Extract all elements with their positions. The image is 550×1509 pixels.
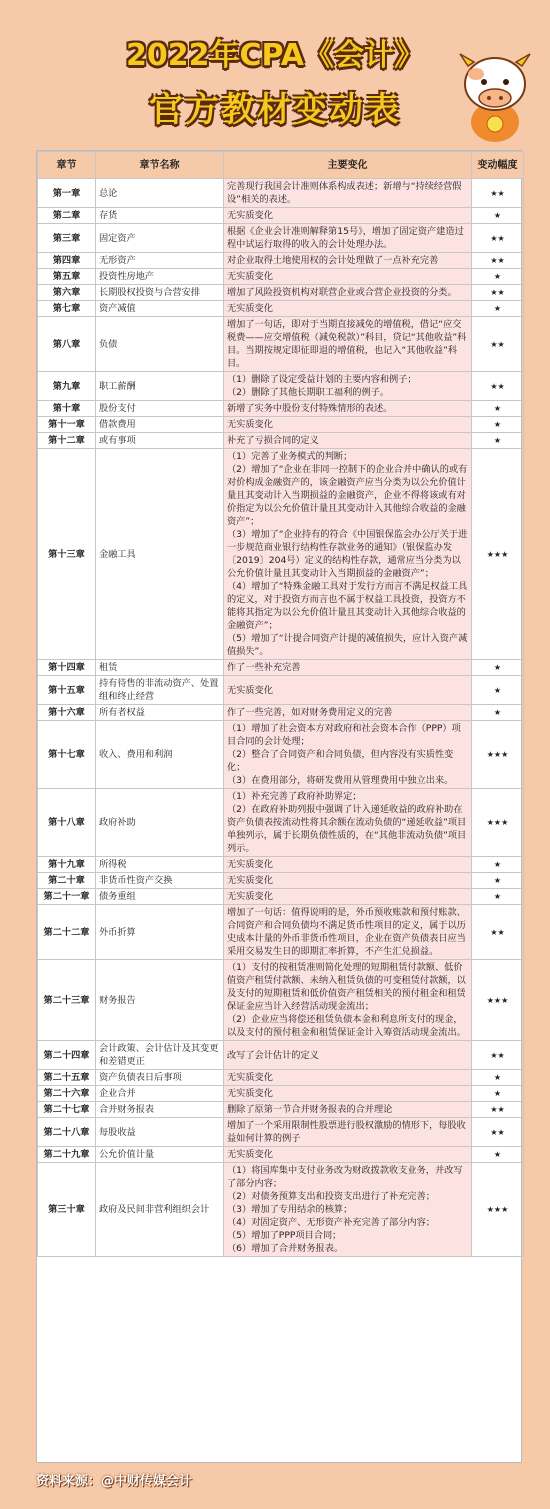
chapter-cell: 第二章: [38, 208, 96, 224]
chapter-name-cell: 会计政策、会计估计及其变更和差错更正: [96, 1041, 224, 1070]
chapter-name-cell: 金融工具: [96, 449, 224, 660]
chapter-cell: 第二十章: [38, 873, 96, 889]
change-cell: 完善现行我国会计准则体系构成表述；新增与“持续经营假设”相关的表述。: [224, 179, 472, 208]
table-row: [38, 449, 524, 660]
chapter-name-cell: 租赁: [96, 660, 224, 676]
change-cell: 增加了风险投资机构对联营企业或合营企业投资的分类。: [224, 285, 472, 301]
change-level-cell: ★★: [472, 905, 524, 960]
change-level-cell: ★★: [472, 372, 524, 401]
chapter-cell: 第七章: [38, 301, 96, 317]
chapter-cell: 第三章: [38, 224, 96, 253]
page-subtitle: 官方教材变动表: [149, 90, 401, 130]
change-level-cell: ★: [472, 208, 524, 224]
change-level-cell: ★: [472, 705, 524, 721]
change-cell: 增加了一个采用限制性股票进行股权激励的情形下，每股收益如何计算的例子: [224, 1118, 472, 1147]
chapter-cell: 第十五章: [38, 676, 96, 705]
change-level-cell: ★: [472, 301, 524, 317]
chapter-name-cell: 合并财务报表: [96, 1102, 224, 1118]
change-level-cell: ★★: [472, 317, 524, 372]
chapter-name-cell: 政府补助: [96, 789, 224, 857]
table-row: [38, 253, 524, 269]
table-row: [38, 1102, 524, 1118]
chapter-cell: 第十七章: [38, 721, 96, 789]
chapter-name-cell: 所有者权益: [96, 705, 224, 721]
chapter-name-cell: 总论: [96, 179, 224, 208]
change-cell: （1）支付的按租赁准则简化处理的短期租赁付款额、低价值资产租赁付款额、未纳入租赁负债的可变租赁付款额，以及支付的短期租赁和低价值资产租赁相关的预付租金和租赁保证金应当计入经营活动现金流出； （2）企业应当将偿还租赁负债本金和利息所支付的现金，以及支付的预付租金和租赁保证金计入筹资活动现金流出。: [224, 960, 472, 1041]
change-cell: （1）删除了设定受益计划的主要内容和例子； （2）删除了其他长期职工福利的例子。: [224, 372, 472, 401]
header-chapter-name: 章节名称: [96, 152, 224, 179]
header-main-change: 主要变化: [224, 152, 472, 179]
table-row: [38, 372, 524, 401]
change-cell: 无实质变化: [224, 889, 472, 905]
change-level-cell: ★★★: [472, 449, 524, 660]
change-cell: （1）增加了社会资本方对政府和社会资本合作（PPP）项目合同的会计处理； （2）整合了合同资产和合同负债，但内容没有实质性变化； （3）在费用部分，将研发费用从管理费用中独立出来。: [224, 721, 472, 789]
change-level-cell: ★★★: [472, 960, 524, 1041]
change-level-cell: ★★★: [472, 1163, 524, 1257]
table-row: [38, 676, 524, 705]
change-cell: 无实质变化: [224, 1147, 472, 1163]
table-row: [38, 789, 524, 857]
chapter-cell: 第二十六章: [38, 1086, 96, 1102]
change-cell: 无实质变化: [224, 857, 472, 873]
chapter-cell: 第十九章: [38, 857, 96, 873]
chapter-name-cell: 股份支付: [96, 401, 224, 417]
change-cell: 无实质变化: [224, 301, 472, 317]
change-cell: 补充了亏损合同的定义: [224, 433, 472, 449]
chapter-name-cell: 持有待售的非流动资产、处置组和终止经营: [96, 676, 224, 705]
change-level-cell: ★★: [472, 1041, 524, 1070]
chapter-name-cell: 无形资产: [96, 253, 224, 269]
change-cell: 增加了一句话，即对于当期直接减免的增值税，借记“应交税费——应交增值税（减免税款）”科目，贷记“其他收益”科目。当期按规定即征即退的增值税，也记入“其他收益”科目。: [224, 317, 472, 372]
chapter-name-cell: 企业合并: [96, 1086, 224, 1102]
table-row: [38, 1147, 524, 1163]
table-row: [38, 873, 524, 889]
change-cell: （1）完善了业务模式的判断； （2）增加了“企业在非同一控制下的企业合并中确认的或有对价构成金融资产的，该金融资产应当分类为以公允价值计量且其变动计入当期损益的金融资产，企业不得将该或有对价指定为以公允价值计量且其变动计入其他综合收益的金融资产”； （3）增加了“企业持有的符合《中国银保监会办公厅关于进一步规范商业银行结构性存款业务的通知》（银保监办发〔2019〕204号）定义的结构性存款，通常应当分类为以公允价值计量且其变动计入当期损益的金融资产”； （4）增加了“特殊金融工具对于发行方而言不满足权益工具的定义，对于投资方而言也不属于权益工具投资，投资方不能将其指定为以公允价值计量且其变动计入其他综合收益的金融资产”； （5）增加了“计提合同资产计提的减值损失，应计入资产减值损失”。: [224, 449, 472, 660]
change-level-cell: ★★: [472, 253, 524, 269]
table-row: [38, 660, 524, 676]
change-cell: 删除了原第一节合并财务报表的合并理论: [224, 1102, 472, 1118]
table-row: [38, 889, 524, 905]
chapter-name-cell: 所得税: [96, 857, 224, 873]
change-level-cell: ★: [472, 433, 524, 449]
table-row: [38, 417, 524, 433]
change-cell: 无实质变化: [224, 1070, 472, 1086]
chapter-name-cell: 财务报告: [96, 960, 224, 1041]
change-cell: 无实质变化: [224, 873, 472, 889]
chapter-cell: 第二十七章: [38, 1102, 96, 1118]
chapter-cell: 第九章: [38, 372, 96, 401]
table-row: [38, 433, 524, 449]
chapter-cell: 第二十五章: [38, 1070, 96, 1086]
table-header-row: [38, 152, 524, 179]
table-row: [38, 721, 524, 789]
change-level-cell: ★★★: [472, 789, 524, 857]
change-level-cell: ★: [472, 889, 524, 905]
change-cell: 无实质变化: [224, 269, 472, 285]
chapter-cell: 第二十九章: [38, 1147, 96, 1163]
change-level-cell: ★: [472, 873, 524, 889]
change-level-cell: ★★: [472, 1102, 524, 1118]
chapter-name-cell: 政府及民间非营利组织会计: [96, 1163, 224, 1257]
table-row: [38, 208, 524, 224]
chapter-cell: 第五章: [38, 269, 96, 285]
change-level-cell: ★★: [472, 179, 524, 208]
change-level-cell: ★★: [472, 285, 524, 301]
chapter-name-cell: 固定资产: [96, 224, 224, 253]
chapter-name-cell: 资产减值: [96, 301, 224, 317]
change-cell: 对企业取得土地使用权的会计处理做了一点补充完善: [224, 253, 472, 269]
chapter-name-cell: 职工薪酬: [96, 372, 224, 401]
chapter-cell: 第十四章: [38, 660, 96, 676]
chapter-name-cell: 长期股权投资与合营安排: [96, 285, 224, 301]
chapter-name-cell: 或有事项: [96, 433, 224, 449]
table-row: [38, 285, 524, 301]
title-area: [0, 0, 550, 140]
table-row: [38, 1070, 524, 1086]
table-row: [38, 317, 524, 372]
table-row: [38, 1086, 524, 1102]
change-level-cell: ★: [472, 1086, 524, 1102]
table-row: [38, 179, 524, 208]
chapter-cell: 第十一章: [38, 417, 96, 433]
chapter-name-cell: 投资性房地产: [96, 269, 224, 285]
change-level-cell: ★: [472, 401, 524, 417]
header-chapter: 章节: [38, 152, 96, 179]
chapter-name-cell: 存货: [96, 208, 224, 224]
table-row: [38, 224, 524, 253]
chapter-name-cell: 负债: [96, 317, 224, 372]
table-row: [38, 401, 524, 417]
chapter-cell: 第十三章: [38, 449, 96, 660]
change-level-cell: ★: [472, 857, 524, 873]
change-table-card: [36, 150, 522, 1463]
change-level-cell: ★: [472, 1070, 524, 1086]
change-level-cell: ★: [472, 269, 524, 285]
change-cell: 改写了会计估计的定义: [224, 1041, 472, 1070]
chapter-cell: 第十六章: [38, 705, 96, 721]
change-level-cell: ★: [472, 417, 524, 433]
change-table: [37, 151, 524, 1257]
table-row: [38, 269, 524, 285]
chapter-name-cell: 外币折算: [96, 905, 224, 960]
change-cell: （1）将国库集中支付业务改为财政拨款收支业务，并改写了部分内容； （2）对债务预算支出和投资支出进行了补充完善； （3）增加了专用结余的核算； （4）对固定资产、无形资产补充完善了部分内容； （5）增加了PPP项目合同； （6）增加了合并财务报表。: [224, 1163, 472, 1257]
change-cell: 新增了实务中股份支付特殊情形的表述。: [224, 401, 472, 417]
chapter-cell: 第二十二章: [38, 905, 96, 960]
chapter-cell: 第十章: [38, 401, 96, 417]
change-level-cell: ★: [472, 1147, 524, 1163]
table-row: [38, 1118, 524, 1147]
change-cell: 无实质变化: [224, 208, 472, 224]
table-row: [38, 705, 524, 721]
chapter-cell: 第十八章: [38, 789, 96, 857]
chapter-name-cell: 每股收益: [96, 1118, 224, 1147]
chapter-cell: 第八章: [38, 317, 96, 372]
chapter-cell: 第二十四章: [38, 1041, 96, 1070]
chapter-cell: 第十二章: [38, 433, 96, 449]
table-row: [38, 1041, 524, 1070]
chapter-name-cell: 债务重组: [96, 889, 224, 905]
page-title: 2022年CPA《会计》: [126, 38, 424, 73]
change-cell: 无实质变化: [224, 417, 472, 433]
change-cell: 无实质变化: [224, 1086, 472, 1102]
header-change-level: 变动幅度: [472, 152, 524, 179]
change-cell: 增加了一句话：值得说明的是，外币预收账款和预付账款、合同资产和合同负债均不满足货币性项目的定义，属于以历史成本计量的外币非货币性项目，企业在资产负债表日应当采用交易发生日的即期汇率折算，不产生汇兑损益。: [224, 905, 472, 960]
source-note: 资料来源：@中财传媒会计: [36, 1474, 193, 1489]
chapter-cell: 第四章: [38, 253, 96, 269]
chapter-name-cell: 公允价值计量: [96, 1147, 224, 1163]
change-cell: 作了一些完善，如对财务费用定义的完善: [224, 705, 472, 721]
change-level-cell: ★: [472, 660, 524, 676]
table-row: [38, 905, 524, 960]
table-row: [38, 857, 524, 873]
chapter-name-cell: 非货币性资产交换: [96, 873, 224, 889]
chapter-name-cell: 收入、费用和利润: [96, 721, 224, 789]
table-row: [38, 1163, 524, 1257]
chapter-name-cell: 资产负债表日后事项: [96, 1070, 224, 1086]
change-cell: 根据《企业会计准则解释第15号》，增加了固定资产建造过程中试运行取得的收入的会计处理办法。: [224, 224, 472, 253]
chapter-cell: 第六章: [38, 285, 96, 301]
table-row: [38, 301, 524, 317]
cow-mascot-icon: [454, 44, 536, 144]
chapter-cell: 第二十八章: [38, 1118, 96, 1147]
change-level-cell: ★★: [472, 1118, 524, 1147]
change-cell: （1）补充完善了政府补助界定； （2）在政府补助列报中强调了计入递延收益的政府补助在资产负债表按流动性将其余额在流动负债的“递延收益”项目单独列示，属于长期负债性质的，在“其他非流动负债”项目列示。: [224, 789, 472, 857]
change-level-cell: ★★★: [472, 721, 524, 789]
change-level-cell: ★: [472, 676, 524, 705]
chapter-cell: 第二十一章: [38, 889, 96, 905]
change-cell: 作了一些补充完善: [224, 660, 472, 676]
change-cell: 无实质变化: [224, 676, 472, 705]
table-row: [38, 960, 524, 1041]
change-level-cell: ★★: [472, 224, 524, 253]
chapter-cell: 第二十三章: [38, 960, 96, 1041]
chapter-cell: 第三十章: [38, 1163, 96, 1257]
chapter-name-cell: 借款费用: [96, 417, 224, 433]
chapter-cell: 第一章: [38, 179, 96, 208]
